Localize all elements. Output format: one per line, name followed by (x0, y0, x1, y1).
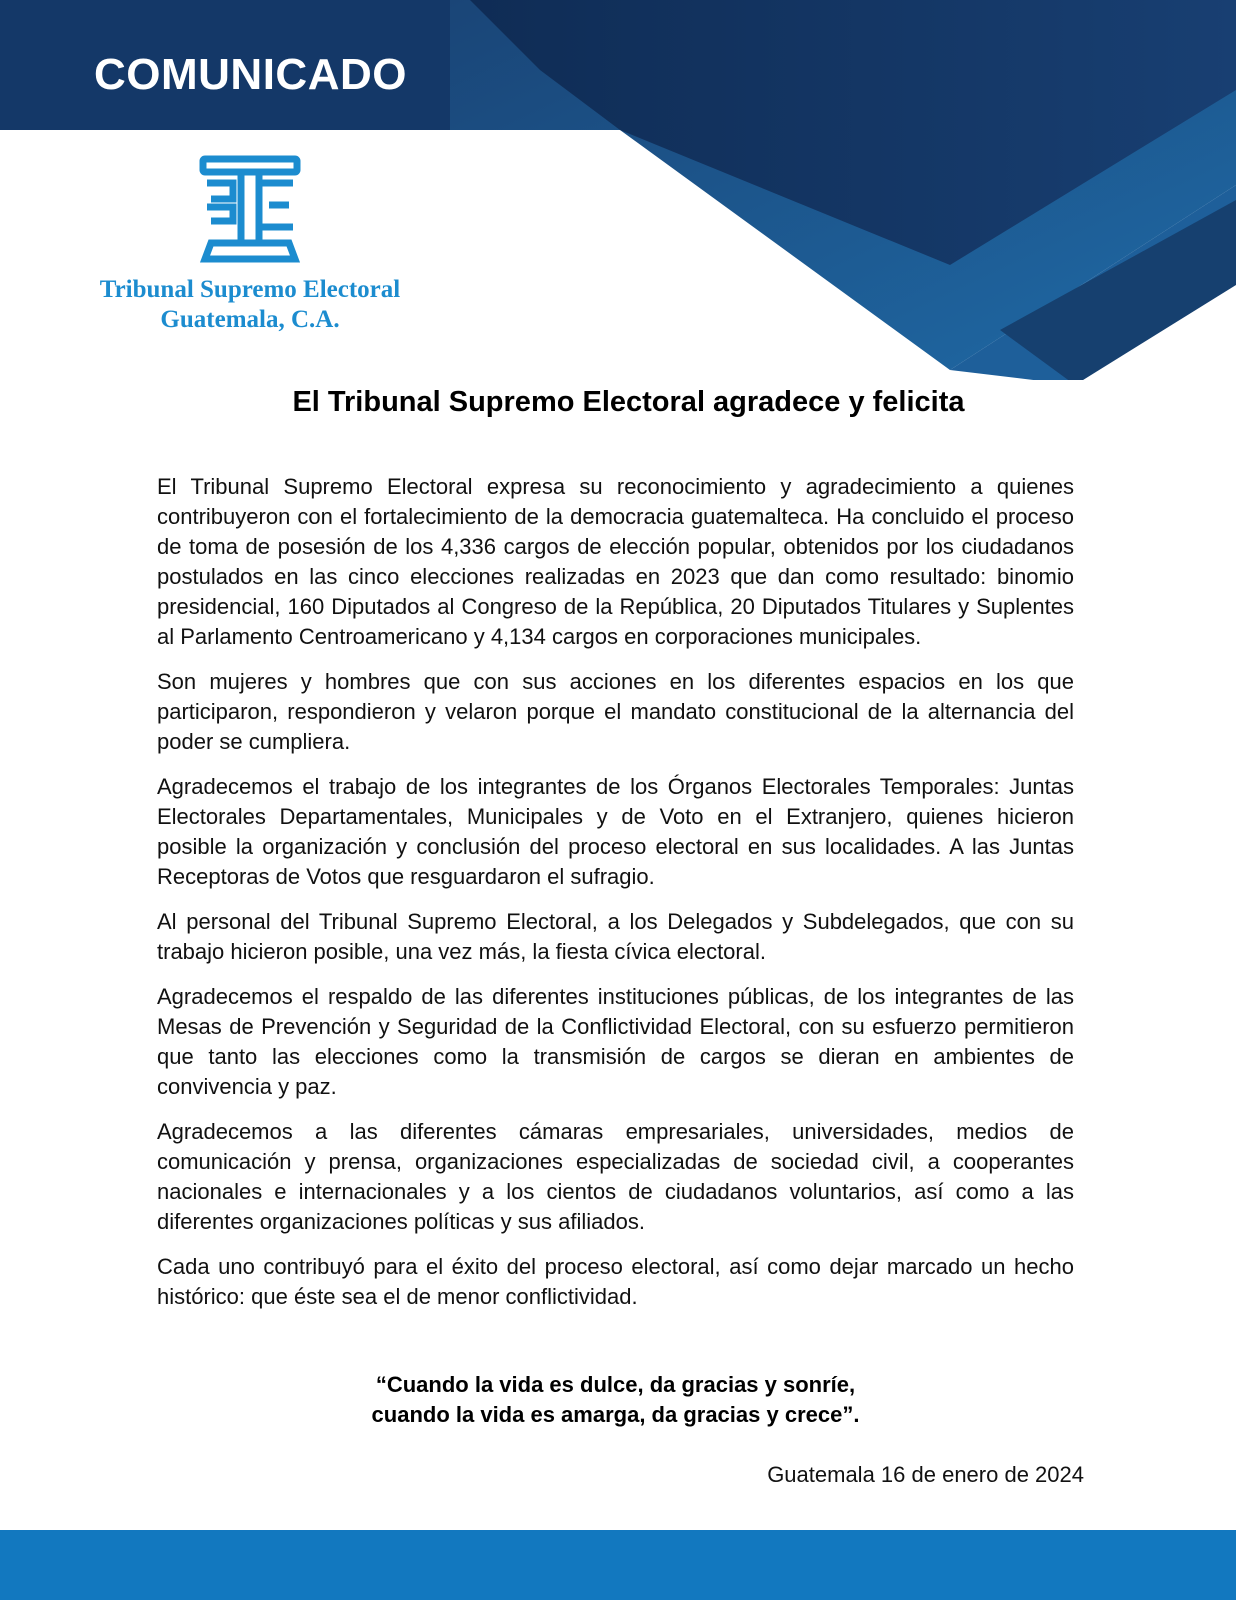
paragraph: Agradecemos a las diferentes cámaras empresariales, universidades, medios de comunicación y prensa, organizaciones especializadas de sociedad civil, a cooperantes nacionales e internacionales y a los cientos de ciudadanos voluntarios, así como a las diferentes organizaciones políticas y sus afiliados. (157, 1119, 1074, 1234)
place-date: Guatemala 16 de enero de 2024 (767, 1462, 1084, 1487)
header-label: COMUNICADO (94, 50, 407, 99)
document-body (157, 472, 1074, 1327)
document-title: El Tribunal Supremo Electoral agradece y felicita (292, 386, 965, 418)
paragraph: Son mujeres y hombres que con sus acciones en los diferentes espacios en los que participaron, respondieron y velaron porque el mandato constitucional de la alternancia del poder se cumpliera. (157, 669, 1074, 754)
logo-name-line1: Tribunal Supremo Electoral (99, 276, 401, 303)
paragraph: Agradecemos el trabajo de los integrantes de los Órganos Electorales Temporales: Juntas Electorales Departamentales, Municipales y de Voto en el Extranjero, quienes hicieron posible la organización y conclusión del proceso electoral en sus localidades. A las Juntas Receptoras de Votos que resguardaron el sufragio. (157, 774, 1074, 889)
tse-emblem-icon (197, 155, 303, 265)
paragraph: El Tribunal Supremo Electoral expresa su reconocimiento y agradecimiento a quienes contribuyeron con el fortalecimiento de la democracia guatemalteca. Ha concluido el proceso de toma de posesión de los 4,336 cargos de elección popular, obtenidos por los ciudadanos postulados en las cinco elecciones realizadas en 2023 que dan como resultado: binomio presidencial, 160 Diputados al Congreso de la República, 20 Diputados Titulares y Suplentes al Parlamento Centroamericano y 4,134 cargos en corporaciones municipales. (157, 474, 1074, 649)
closing-quote (157, 1370, 1074, 1430)
tse-logo (60, 155, 440, 335)
paragraph: Al personal del Tribunal Supremo Electoral, a los Delegados y Subdelegados, que con su trabajo hicieron posible, una vez más, la fiesta cívica electoral. (157, 909, 1074, 964)
paragraph: Agradecemos el respaldo de las diferentes instituciones públicas, de los integrantes de las Mesas de Prevención y Seguridad de la Conflictividad Electoral, con su esfuerzo permitieron que tanto las elecciones como la transmisión de cargos se dieran en ambientes de convivencia y paz. (157, 984, 1074, 1099)
footer-bar (0, 1530, 1236, 1600)
logo-name-line2: Guatemala, C.A. (160, 306, 340, 333)
paragraph: Cada uno contribuyó para el éxito del proceso electoral, así como dejar marcado un hecho histórico: que éste sea el de menor conflictividad. (157, 1254, 1074, 1309)
quote-line: cuando la vida es amarga, da gracias y crece”. (371, 1402, 860, 1427)
quote-line: “Cuando la vida es dulce, da gracias y sonríe, (375, 1372, 856, 1397)
